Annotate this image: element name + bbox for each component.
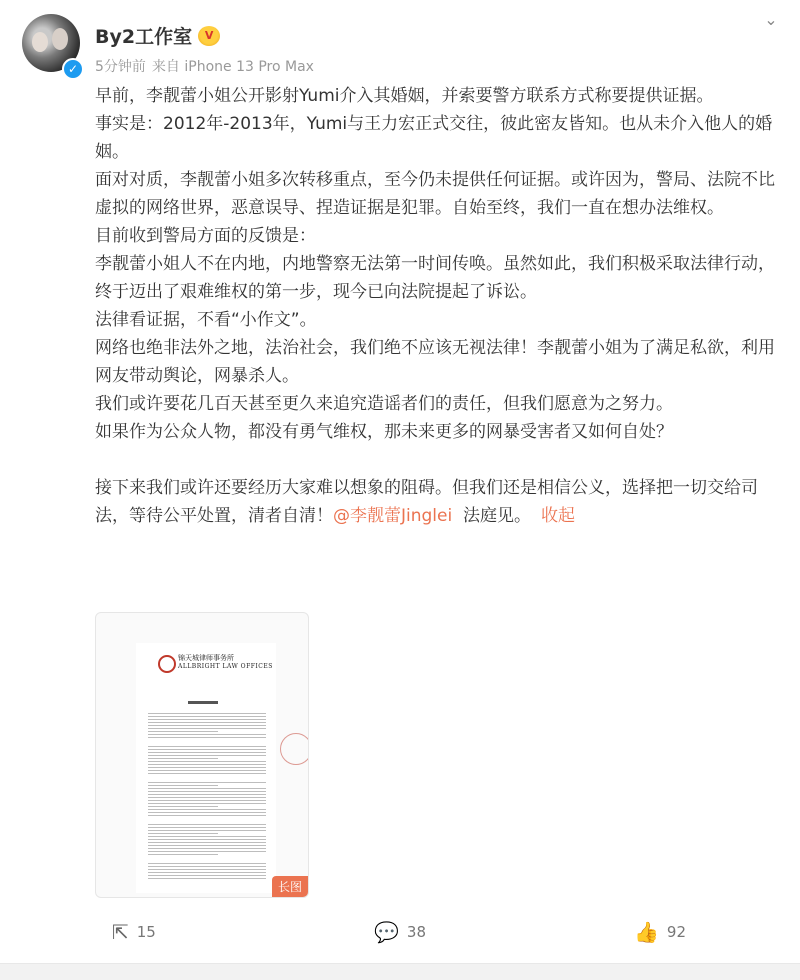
paragraph-text: 接下来我们或许还要经历大家难以想象的阻碍。但我们还是相信公义，选择把一切交给司法，等待公平处置，清者自清！ [95,478,758,526]
document-text-line [148,782,266,783]
document-text-line [148,824,266,825]
document-text-line [148,722,266,723]
document-text-line [148,809,266,810]
document-text-line [148,851,266,852]
paragraph: 李靓蕾小姐人不在内地，内地警察无法第一时间传唤。虽然如此，我们积极采取法律行动，终于迈出了艰难维权的第一步，现今已向法院提起了诉讼。 [95,254,775,302]
member-badge-icon[interactable]: V [198,26,220,46]
document-text-line [148,866,266,867]
share-button[interactable] [112,920,156,944]
paragraph: 法律看证据，不看“小作文”。 [95,310,317,330]
stamp-icon [280,733,309,765]
document-text-line [148,794,266,795]
document-text-line [148,758,218,759]
paragraph: 早前，李靓蕾小姐公开影射Yumi介入其婚姻，并索要警方联系方式称要提供证据。 [95,86,714,106]
document-text-line [148,737,266,738]
closing-text: 法庭见。 [463,506,532,526]
document-text-line [148,854,218,855]
document-text-line [148,734,266,735]
avatar-face [32,32,48,52]
document-text-line [148,767,266,768]
document-text-line [148,827,266,828]
document-text-line [148,848,266,849]
document-text-line [148,716,266,717]
document-text-line [148,791,266,792]
share-count: 15 [136,923,156,941]
document-text-line [148,752,266,753]
comment-count: 38 [406,923,426,941]
document-text-line [148,839,266,840]
document-text-line [148,728,266,729]
document-text-line [148,797,266,798]
document-text-line [148,800,266,801]
comment-icon: 💬 [374,920,399,944]
document-text-line [148,842,266,843]
document-text-line [148,833,218,834]
paragraph: 网络也绝非法外之地，法治社会，我们绝不应该无视法律！李靓蕾小姐为了满足私欲，利用网友带动舆论，网暴杀人。 [95,338,775,386]
share-icon: ⇱ [112,920,129,944]
document-text-line [148,875,266,876]
document-text-line [148,770,266,771]
document-text-line [148,788,266,789]
post-meta [95,56,314,76]
document-title [188,701,218,704]
document-text-line [148,803,266,804]
document-text-line [148,761,266,762]
divider [0,963,800,980]
document-text-line [148,836,266,837]
document-text-line [148,806,218,807]
like-button[interactable] [634,920,686,944]
document-text-line [148,746,266,747]
document-text-line [148,713,266,714]
firm-name: 锦天城律师事务所 [178,654,234,662]
thumbs-up-icon: 👍 [634,920,659,944]
document-text-line [148,749,266,750]
document-text-line [148,872,266,873]
law-firm-logo-icon [158,655,176,673]
post-text [95,82,775,530]
document-text-line [148,845,266,846]
like-count: 92 [666,923,686,941]
action-bar [0,908,800,956]
firm-name-en: ALLBRIGHT LAW OFFICES [178,663,273,670]
paragraph: 我们或许要花几百天甚至更久来追究造谣者们的责任，但我们愿意为之努力。 [95,394,673,414]
spacer [95,446,775,474]
username[interactable] [95,22,220,49]
document-text-line [148,878,266,879]
mention-link[interactable]: @李靓蕾Jinglei [333,506,453,526]
document-text-line [148,755,266,756]
attached-image[interactable] [95,612,309,898]
document-page [136,643,276,893]
document-text-line [148,815,266,816]
document-text-line [148,773,266,774]
document-text-line [148,785,218,786]
post-time[interactable]: 5分钟前 [95,59,146,75]
comment-button[interactable] [374,920,426,944]
paragraph [95,474,775,530]
paragraph: 如果作为公众人物，都没有勇气维权，那未来更多的网暴受害者又如何自处？ [95,422,673,442]
paragraph: 事实是：2012年-2013年，Yumi与王力宏正式交往，彼此密友皆知。也从未介入他人的婚姻。 [95,114,773,162]
paragraph: 目前收到警局方面的反馈是： [95,226,316,246]
long-image-tag: 长图 [272,876,308,897]
document-text-line [148,764,266,765]
document-text-line [148,830,266,831]
document-text-line [148,869,266,870]
post-source: 来自 iPhone 13 Pro Max [151,59,314,75]
chevron-down-icon[interactable]: ⌄ [764,9,778,29]
avatar-face [52,28,68,50]
document-text-line [148,725,266,726]
document-text-line [148,731,218,732]
verified-icon: ✓ [62,58,84,80]
collapse-link[interactable]: 收起 [541,506,576,526]
paragraph: 面对对质，李靓蕾小姐多次转移重点，至今仍未提供任何证据。或许因为，警局、法院不比虚拟的网络世界，恶意误导、捏造证据是犯罪。自始至终，我们一直在想办法维权。 [95,170,775,218]
document-text-line [148,863,266,864]
document-text-line [148,719,266,720]
document-text-line [148,812,266,813]
username-text[interactable]: By2工作室 [95,26,193,48]
